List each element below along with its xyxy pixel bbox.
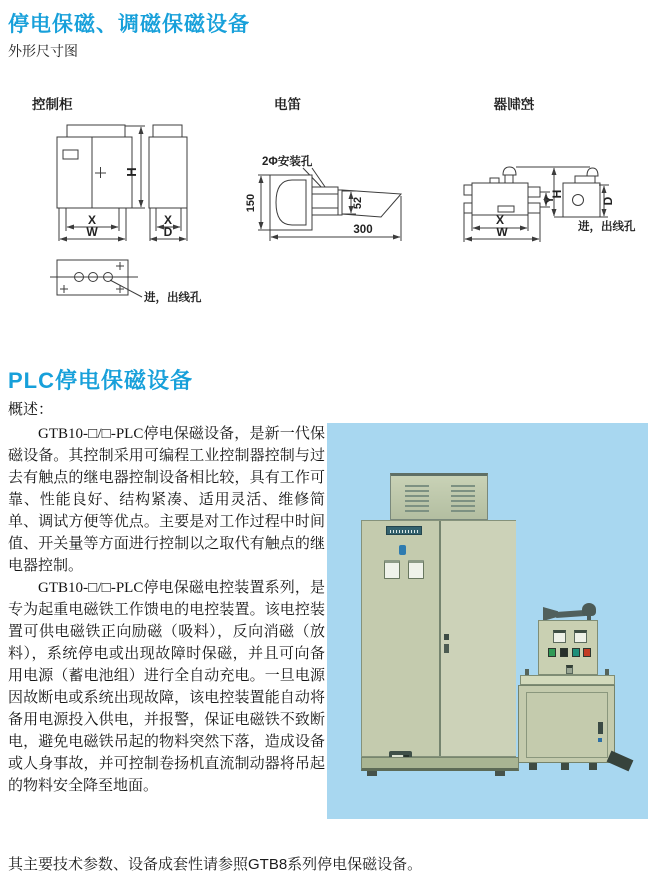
dim-x-label: X xyxy=(87,213,97,227)
panel-meter-left xyxy=(553,630,566,643)
dimension-diagram-subtitle: 外形尺寸图 xyxy=(8,43,78,59)
electric-horn-drawing xyxy=(245,96,401,241)
panel-button-black xyxy=(560,648,568,657)
unit-foot-2 xyxy=(561,763,569,770)
cabinet-foot-left xyxy=(367,771,377,776)
panel-button-red xyxy=(583,648,591,657)
control-cabinet-drawing xyxy=(32,96,202,304)
outline-dimension-drawings xyxy=(0,90,654,335)
lower-cabinet-box xyxy=(518,685,615,763)
cabinet-vent-cap xyxy=(390,473,488,520)
unit-foot-3 xyxy=(589,763,597,770)
dim-x2-label: X xyxy=(163,213,173,227)
cabinet-holes-label: 进，出线孔 xyxy=(144,292,202,304)
plc-section-title: PLC停电保磁设备 xyxy=(8,368,194,393)
door-latch xyxy=(444,644,449,653)
cabinet-right-door xyxy=(439,521,516,756)
cabinet-meter-right xyxy=(408,560,424,579)
dim-x-label-controller: X xyxy=(495,213,505,227)
cabinet-indicator xyxy=(399,545,406,555)
unit-foot-1 xyxy=(529,763,537,770)
vent-slots-left xyxy=(405,485,429,515)
unit-shelf xyxy=(520,675,615,685)
product-photo xyxy=(327,423,648,819)
dim-d-label: D xyxy=(163,225,173,239)
cabinet-base xyxy=(361,757,519,771)
bell-dome xyxy=(503,167,516,175)
plc-paragraph-1: GTB10-□/□-PLC停电保磁设备，是新一代保磁设备。其控制采用可编程工业控制器控制与过去有触点的继电器控制设备相比较，具有工作可靠、性能良好、结构紧凑、适用灵活、维修简单、调试方便等优点。主要是对工作过程中时间值、开关量等方面进行控制以之取代有触点的继电器控制。 xyxy=(8,426,325,574)
gland-plate-view xyxy=(50,260,202,304)
cabinet-body xyxy=(361,520,516,757)
dim-w-label: W xyxy=(86,225,98,239)
controller-holes-label: 进，出线孔 xyxy=(578,221,636,233)
controller-drawing xyxy=(464,96,636,242)
control-panel-box xyxy=(538,620,598,675)
panel-button-green xyxy=(548,648,556,657)
control-cabinet-title: 控制柜 xyxy=(32,97,73,112)
horn-dome xyxy=(276,180,306,225)
cabinet-nameplate xyxy=(386,526,422,535)
panel-meter-right xyxy=(574,630,587,643)
lower-cabinet-lock xyxy=(598,738,602,742)
controller-title-mirrored: 控制器 xyxy=(493,97,535,112)
dim-h-label: H xyxy=(124,167,139,177)
page-title: 停电保磁、调磁保磁设备 xyxy=(8,13,250,36)
overview-label: 概述： xyxy=(8,401,54,418)
mount-holes-label: 2Φ安装孔 xyxy=(262,156,313,168)
lower-cabinet-door xyxy=(526,692,608,758)
plc-description xyxy=(8,423,325,797)
dim-y-label: Y xyxy=(544,196,556,204)
reference-note: 其主要技术参数、设备成套性请参照GTB8系列停电保磁设备。 xyxy=(8,856,423,873)
panel-button-teal xyxy=(572,648,580,657)
dim-w-label-controller: W xyxy=(496,225,508,239)
dim-150-label: 150 xyxy=(245,193,257,213)
cabinet-foot-right xyxy=(495,771,505,776)
panel-knob xyxy=(566,665,573,674)
unit-foot-angled xyxy=(607,751,634,772)
dim-52-label: 52 xyxy=(352,196,364,210)
vent-slots-right xyxy=(451,485,475,515)
plc-paragraph-2: GTB10-□/□-PLC停电保磁电控装置系列，是专为起重电磁铁工作馈电的电控装置。该电控装置可供电磁铁正向励磁（吸料），反向消磁（放料），系统停电或出现故障时保磁，并且可向备用电源（蓄电池组）进行全自动充电。一旦电源因故断电或系统出现故障，该电控装置能自动将备用电源投入供电，并报警，保证电磁铁不致断电，避免电磁铁吊起的物料突然下落，造成设备或人身事故，并可控制卷扬机直流制动器将吊起的物料安全降至地面。 xyxy=(8,580,325,794)
bell-neck xyxy=(505,175,513,183)
cabinet-meter-left xyxy=(384,560,400,579)
horn-body-shape xyxy=(556,610,585,618)
dim-300-label: 300 xyxy=(353,224,373,236)
door-lock xyxy=(444,634,449,640)
horn-title: 电笛 xyxy=(274,97,301,112)
dim-d-label-controller: D xyxy=(601,196,615,206)
lower-cabinet-handle xyxy=(598,722,603,734)
dim-h-label-controller: H xyxy=(550,189,564,199)
